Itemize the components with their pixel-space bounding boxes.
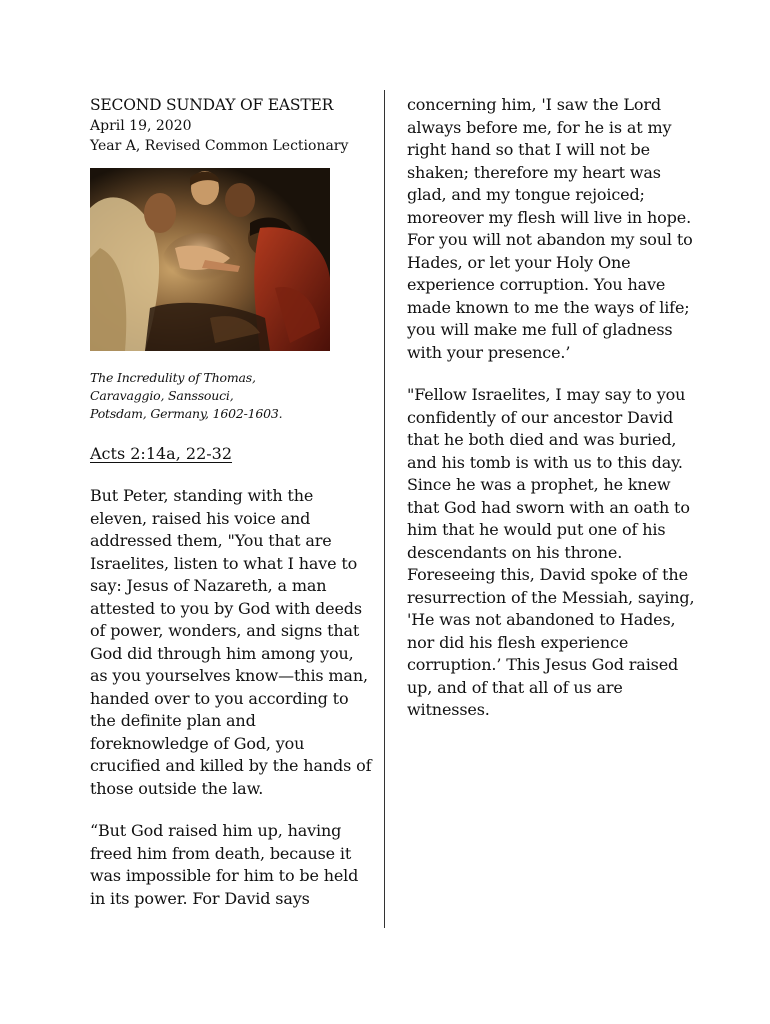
reading-paragraph: "Fellow Israelites, I may say to you confidently of our ancestor David that he both died and was buried, and his tomb is with us to this day. Since he was a prophet, he knew that God had sworn with an oath to him that he would put one of his descendants on his throne. Foreseeing this, David spoke of the resurrection of the Messiah, saying, 'He was not abandoned to Hades, nor did his flesh experience corruption.’ This Jesus God raised up, and of that all of us are witnesses. [407, 385, 695, 719]
caption-line: The Incredulity of Thomas, [90, 370, 256, 385]
left-column [90, 94, 372, 910]
painting-caption [90, 369, 372, 423]
document-date: April 19, 2020 [90, 118, 192, 134]
caption-line: Caravaggio, Sanssouci, [90, 388, 234, 403]
lectionary-label: Year A, Revised Common Lectionary [90, 138, 349, 154]
column-divider [384, 90, 385, 928]
reading-paragraph: “But God raised him up, having freed him from death, because it was impossible for him to be held in its power. For David says [90, 821, 359, 908]
reading-reference: Acts 2:14a, 22-32 [90, 444, 233, 463]
document-title: SECOND SUNDAY OF EASTER [90, 96, 334, 114]
painting-image [90, 168, 330, 351]
right-column [407, 94, 697, 722]
caption-line: Potsdam, Germany, 1602-1603. [90, 406, 283, 421]
reading-paragraph: But Peter, standing with the eleven, raised his voice and addressed them, "You that are Israelites, listen to what I have to say: Jesus of Nazareth, a man attested to you by God with deeds of power, wonders, and signs that God did through him among you, as you yourselves know—this man, handed over to you according to the definite plan and foreknowledge of God, you crucified and killed by the hands of those outside the law. [90, 486, 372, 798]
reading-paragraph: concerning him, 'I saw the Lord always before me, for he is at my right hand so that I will not be shaken; therefore my heart was glad, and my tongue rejoiced; moreover my flesh will live in hope. For you will not abandon my soul to Hades, or let your Holy One experience corruption. You have made known to me the ways of life; you will make me full of gladness with your presence.’ [407, 95, 693, 362]
